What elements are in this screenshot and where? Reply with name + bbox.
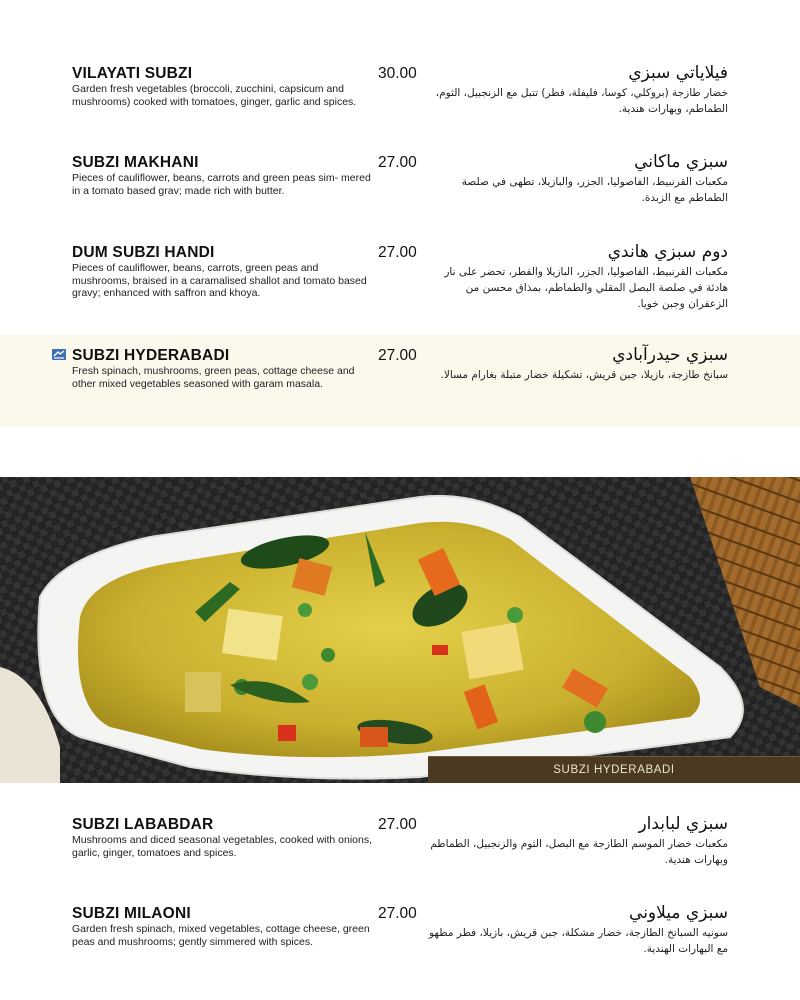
dish-price: 27.00 [378,816,417,833]
menu-item-subzi-makhani [0,154,800,214]
menu-item-dum-subzi-handi [0,244,800,314]
dish-photo [0,477,800,783]
dish-price: 27.00 [378,154,417,171]
dish-price: 30.00 [378,65,417,82]
photo-caption: SUBZI HYDERABADI [428,756,800,783]
dish-name-arabic: سبزي حيدرآبادي [612,345,728,365]
dish-description: Fresh spinach, mushrooms, green peas, cottage cheese and other mixed vegetables seasoned with garam masala. [72,365,355,390]
dish-name: DUM SUBZI HANDI [72,244,215,261]
dish-name: SUBZI MILAONI [72,905,191,922]
dish-name-arabic: سبزي لبابدار [638,814,728,834]
dish-description-arabic: مكعبات القرنبيط، الفاصوليا، الجزر، البازيلا والفطر، تحضر على نار هادئة في صلصة البصل المقلي والطماطم، بمذاق محسن من الزعفران وجبن خويا. [444,266,728,310]
dish-description-arabic: مكعبات القرنبيط، الفاصوليا، الجزر، والبازيلا، تطهى في صلصة الطماطم مع الزبدة. [461,176,728,204]
dish-price: 27.00 [378,244,417,261]
dish-name-arabic: سبزي ميلاوني [629,903,728,923]
dish-description: Pieces of cauliflower, beans, carrots and green peas sim- mered in a tomato based grav; made rich with butter. [72,172,371,197]
menu-item-subzi-milaoni [0,905,800,965]
dish-description-arabic: سونيه السبانخ الطازجة، خضار مشكلة، جبن قريش، بازيلا، فطر مطهو مع البهارات الهندية. [428,927,728,955]
dish-name-arabic: فيلاياتي سبزي [628,63,728,83]
curry-bowl-illustration [0,477,800,783]
dish-description-arabic: مكعبات خضار الموسم الطازجة مع البصل، الثوم والزنجبيل، الطماطم وبهارات هندية. [430,838,728,866]
dish-price: 27.00 [378,905,417,922]
chef-hat-icon [52,349,66,360]
dish-name: SUBZI HYDERABADI [72,347,230,364]
dish-price: 27.00 [378,347,417,364]
menu-item-subzi-lababdar [0,816,800,876]
dish-name-arabic: سبزي ماكاني [634,152,728,172]
dish-description: Mushrooms and diced seasonal vegetables, cooked with onions, garlic, ginger, tomatoes and spices. [72,834,373,859]
dish-description: Pieces of cauliflower, beans, carrots, green peas and mushrooms, braised in a caramalised shallot and tomato based gravy; enhanced with saffron and khoya. [72,262,367,300]
menu-item-subzi-hyderabadi [0,335,800,427]
dish-name: SUBZI LABABDAR [72,816,214,833]
dish-name-arabic: دوم سبزي هاندي [607,242,728,262]
dish-description-arabic: سبانخ طازجة، بازيلا، جبن قريش، تشكيلة خضار متبلة بغارام مسالا. [440,369,728,381]
dish-description: Garden fresh spinach, mixed vegetables, cottage cheese, green peas and mushrooms; gently simmered with spices. [72,923,370,948]
dish-description-arabic: خضار طازجة (بروكلي، كوسا، فليفلة، فطر) تتبل مع الزنجبيل، الثوم، الطماطم، وبهارات هندية. [435,87,728,115]
dish-description: Garden fresh vegetables (broccoli, zucchini, capsicum and mushrooms) cooked with tomatoes, ginger, garlic and spices. [72,83,357,108]
menu-item-vilayati-subzi [0,65,800,125]
dish-name: VILAYATI SUBZI [72,65,193,82]
dish-name: SUBZI MAKHANI [72,154,199,171]
